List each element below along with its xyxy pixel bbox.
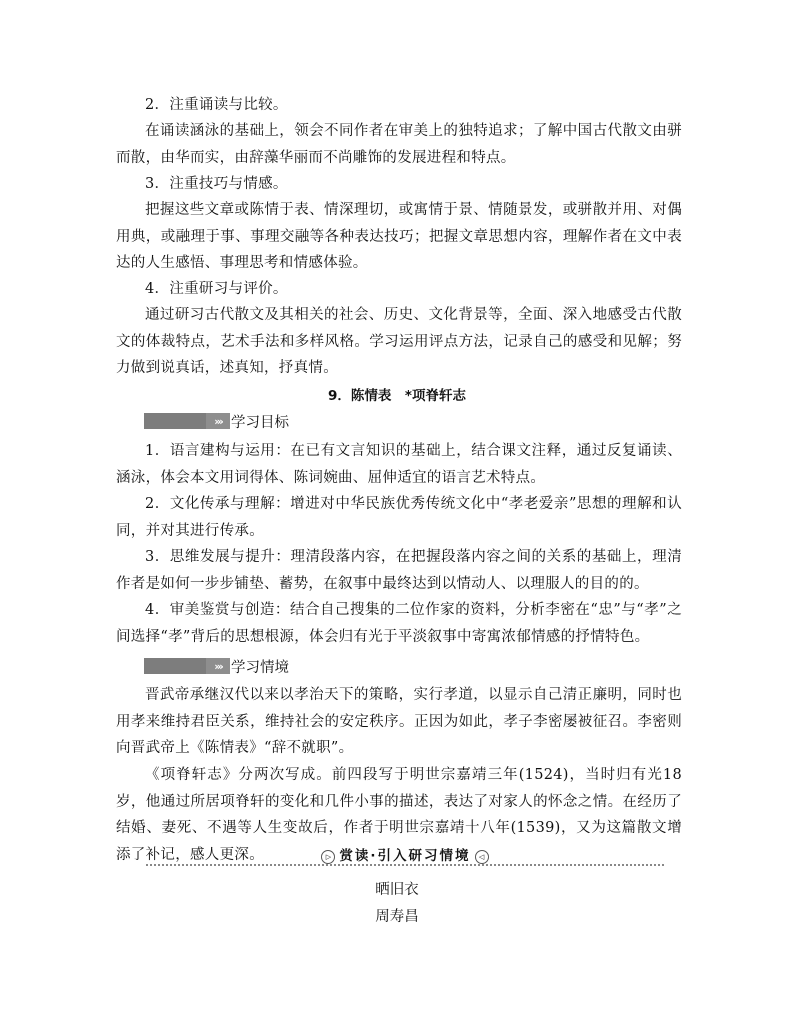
play-right-icon: ▷	[321, 850, 335, 864]
chevrons-icon: ›››	[206, 658, 230, 674]
paragraph: 晋武帝承继汉代以来以孝治天下的策略，实行孝道，以显示自己清正廉明，同时也用孝来维持君臣关系，维持社会的安定秩序。正因为如此，孝子李密屡被征召。李密则向晋武帝上《陈情表》“辞不就职”。	[116, 687, 682, 756]
list-item: 4．审美鉴赏与创造：结合自己搜集的二位作家的资料，分析李密在“忠”与“孝”之间选择“孝”背后的思想根源，体会归有光于平淡叙事中寄寓浓郁情感的抒情特色。	[116, 602, 682, 645]
reading-banner	[146, 842, 664, 872]
section-label: 学习情境	[231, 659, 289, 676]
play-left-icon: ◁	[475, 850, 489, 864]
reading-title: 晒旧衣	[375, 882, 419, 898]
section-label: 学习目标	[231, 414, 289, 431]
reading-author: 周寿昌	[375, 909, 419, 925]
paragraph: 通过研习古代散文及其相关的社会、历史、文化背景等，全面、深入地感受古代散文的体裁特点，艺术手法和多样风格。学习运用评点方法，记录自己的感受和见解；努力做到说真话，述真知，抒真情。	[116, 307, 682, 376]
lesson-title: 9．陈情表 *项脊轩志	[328, 388, 466, 404]
list-item: 1．语言建构与运用：在已有文言知识的基础上，结合课文注释，通过反复诵读、涵泳，体会本文用词得体、陈词婉曲、屈伸适宜的语言艺术特点。	[116, 443, 682, 486]
list-item: 2．文化传承与理解：增进对中华民族优秀传统文化中“孝老爱亲”思想的理解和认同，并对其进行传承。	[116, 496, 682, 539]
section-bar-block	[144, 658, 206, 674]
section-bar-block	[144, 413, 206, 429]
section-header-objectives	[144, 411, 289, 431]
paragraph: 2．注重诵读与比较。	[145, 97, 288, 113]
banner-title: 赏读·引入研习情境	[339, 848, 471, 864]
chevrons-icon: ›››	[206, 413, 230, 429]
paragraph: 把握这些文章或陈情于表、情深理切，或寓情于景、情随景发，或骈散并用、对偶用典，或融理于事、事理交融等各种表达技巧；把握文章思想内容，理解作者在文中表达的人生感悟、事理思考和情感体验。	[116, 202, 682, 271]
paragraph: 《项脊轩志》分两次写成。前四段写于明世宗嘉靖三年(1524)，当时归有光18岁，他通过所居项脊轩的变化和几件小事的描述，表达了对家人的怀念之情。在经历了结婚、妻死、不遇等人生变故后，作者于明世宗嘉靖十八年(1539)，又为这篇散文增添了补记，感人更深。	[116, 767, 682, 863]
dotted-divider	[146, 864, 664, 866]
paragraph: 4．注重研习与评价。	[145, 281, 288, 297]
paragraph: 3．注重技巧与情感。	[145, 176, 288, 192]
section-header-context	[144, 656, 289, 676]
paragraph: 在诵读涵泳的基础上，领会不同作者在审美上的独特追求；了解中国古代散文由骈而散，由华而实，由辞藻华丽而不尚雕饰的发展进程和特点。	[116, 123, 682, 166]
list-item: 3．思维发展与提升：理清段落内容，在把握段落内容之间的关系的基础上，理清作者是如何一步步铺垫、蓄势，在叙事中最终达到以情动人、以理服人的目的的。	[116, 549, 682, 592]
